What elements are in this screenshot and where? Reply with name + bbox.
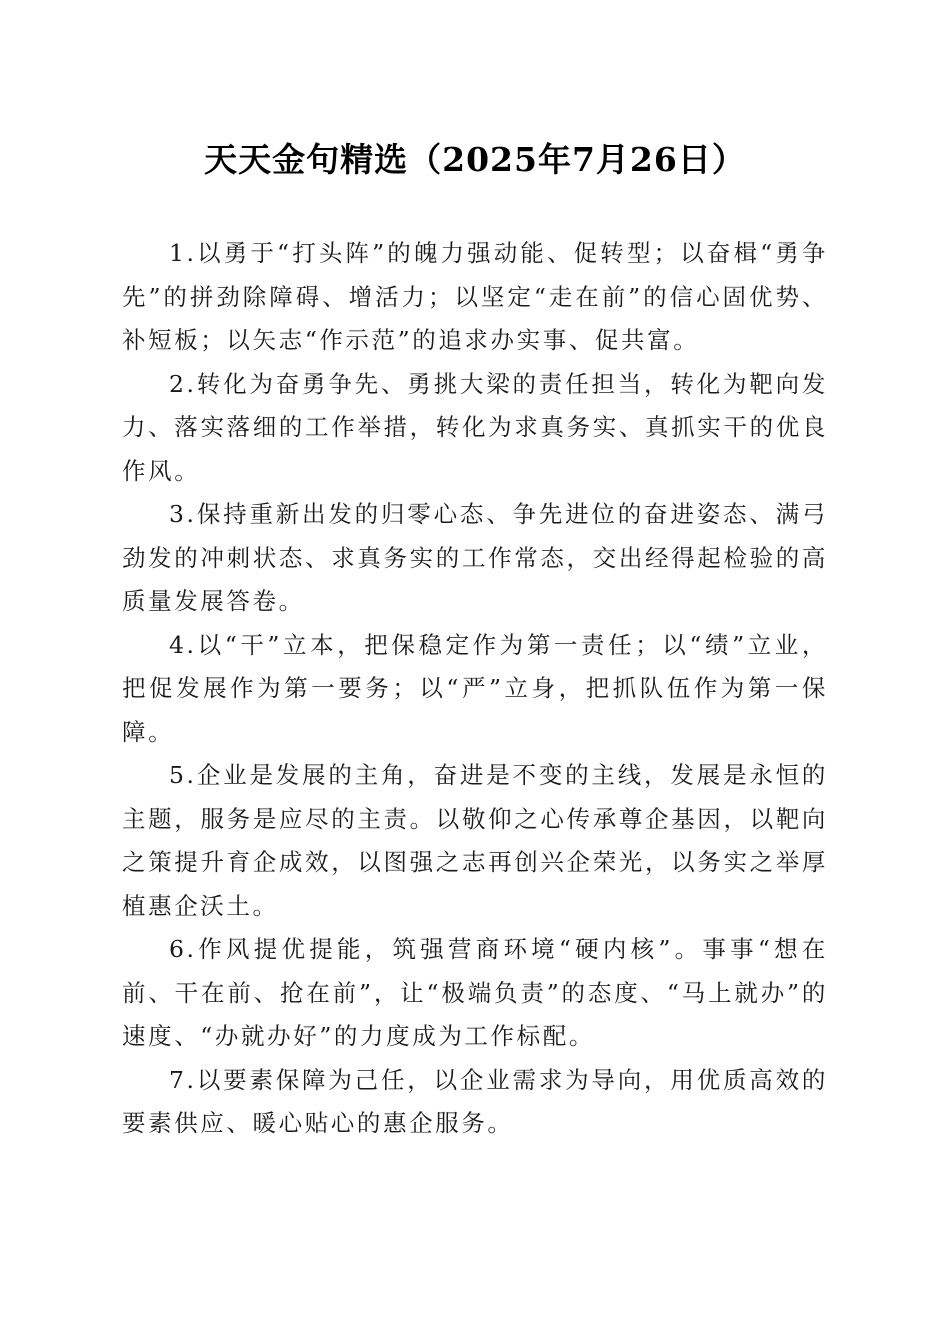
document-body [122, 232, 828, 1146]
paragraph-4: 4.以“干”立本，把保稳定作为第一责任；以“绩”立业，把促发展作为第一要务；以“严”立身，把抓队伍作为第一保障。 [122, 630, 828, 746]
paragraph-5: 5.企业是发展的主角，奋进是不变的主线，发展是永恒的主题，服务是应尽的主责。以敬仰之心传承尊企基因，以靶向之策提升育企成效，以图强之志再创兴企荣光，以务实之举厚植惠企沃土。 [122, 761, 828, 920]
paragraph-3: 3.保持重新出发的归零心态、争先进位的奋进姿态、满弓劲发的冲刺状态、求真务实的工作常态，交出经得起检验的高质量发展答卷。 [122, 500, 828, 615]
paragraph-7: 7.以要素保障为己任，以企业需求为导向，用优质高效的要素供应、暖心贴心的惠企服务。 [122, 1065, 828, 1137]
paragraph-2: 2.转化为奋勇争先、勇挑大梁的责任担当，转化为靶向发力、落实落细的工作举措，转化为求真务实、真抓实干的优良作风。 [122, 369, 828, 485]
paragraph-6: 6.作风提优提能，筑强营商环境“硬内核”。事事“想在前、干在前、抢在前”，让“极端负责”的态度、“马上就办”的速度、“办就办好”的力度成为工作标配。 [122, 935, 828, 1050]
paragraph-1: 1.以勇于“打头阵”的魄力强动能、促转型；以奋楫“勇争先”的拼劲除障碍、增活力；以坚定“走在前”的信心固优势、补短板；以矢志“作示范”的追求办实事、促共富。 [122, 239, 828, 354]
page-title: 天天金句精选（2025年7月26日） [204, 140, 746, 179]
